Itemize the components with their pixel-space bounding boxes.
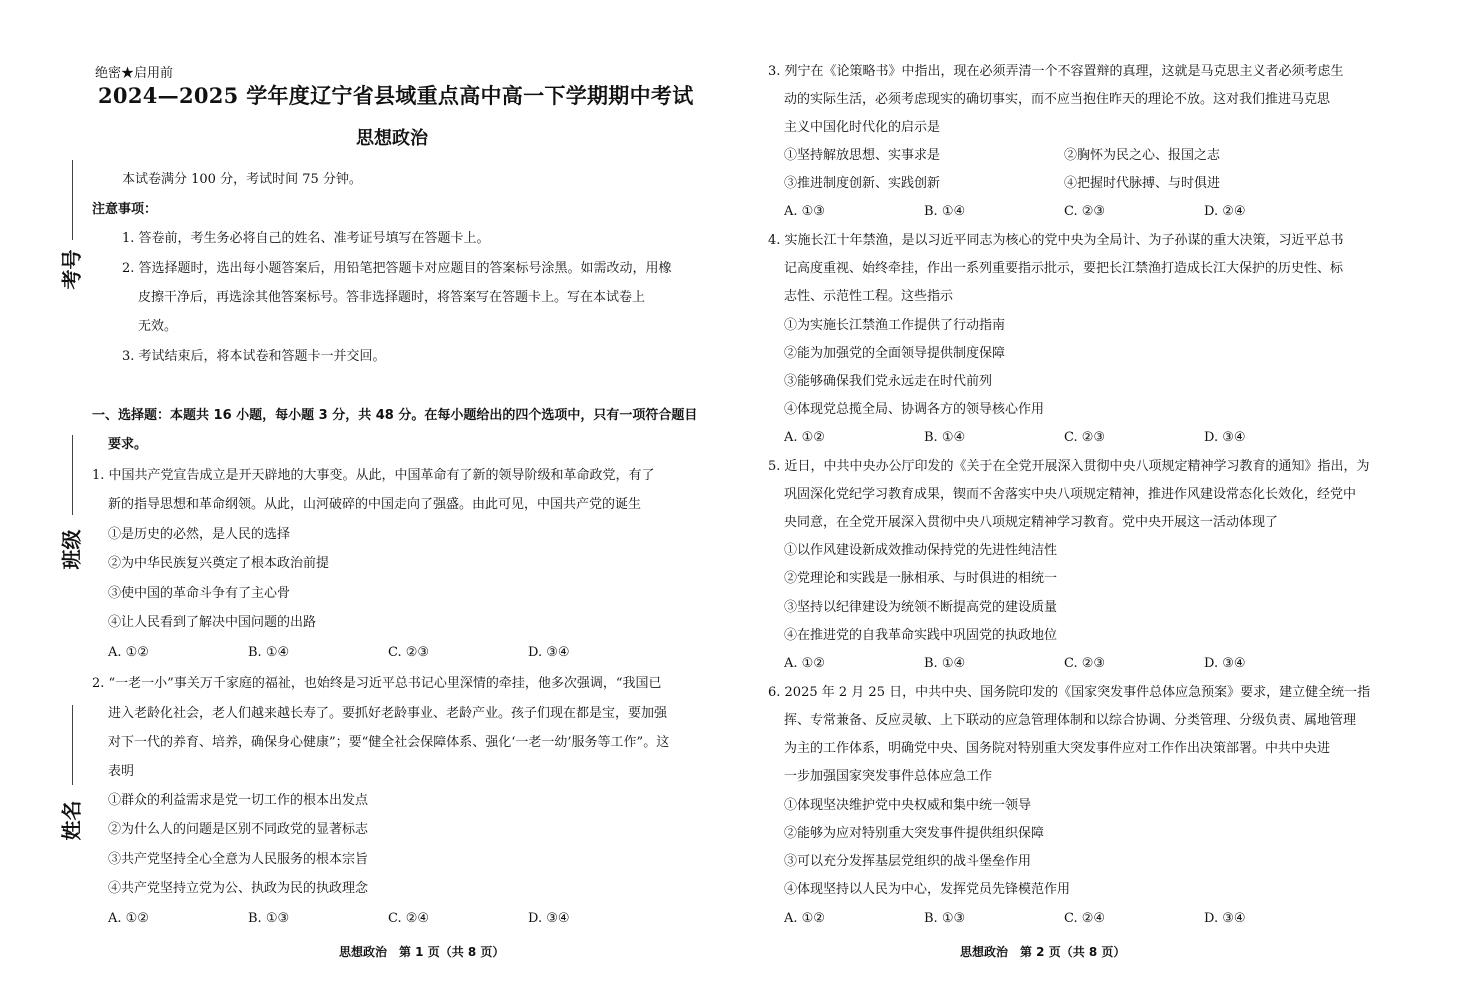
choice-c: C. ②③ bbox=[1064, 430, 1106, 445]
exam-no-line bbox=[72, 160, 73, 240]
class-label: 班级 bbox=[59, 529, 84, 570]
choice-b: B. ①④ bbox=[924, 204, 966, 219]
name-label: 姓名 bbox=[59, 800, 84, 841]
notice-item: 3. 考试结束后，将本试卷和答题卡一并交回。 bbox=[122, 349, 386, 364]
question-stem: 表明 bbox=[108, 764, 135, 779]
statement-item: ②胸怀为民之心、报国之志 bbox=[1064, 148, 1221, 163]
statement-item: ④让人民看到了解决中国问题的出路 bbox=[108, 615, 317, 630]
notice-item: 1. 答卷前，考生务必将自己的姓名、准考证号填写在答题卡上。 bbox=[122, 231, 490, 246]
question-stem: 志性、示范性工程。这些指示 bbox=[784, 289, 954, 304]
choice-d: D. ③④ bbox=[528, 911, 570, 926]
statement-item: ③能够确保我们党永远走在时代前列 bbox=[784, 374, 993, 389]
choice-c: C. ②③ bbox=[1064, 204, 1106, 219]
statement-item: ②为中华民族复兴奠定了根本政治前提 bbox=[108, 556, 330, 571]
choice-c: C. ②④ bbox=[1064, 911, 1106, 926]
choice-d: D. ②④ bbox=[1204, 204, 1246, 219]
choice-b: B. ①④ bbox=[924, 430, 966, 445]
statement-item: ②为什么人的问题是区别不同政党的显著标志 bbox=[108, 822, 369, 837]
exam-title: 2024—2025 学年度辽宁省县域重点高中高一下学期期中考试 bbox=[98, 83, 694, 108]
question-stem: 4. 实施长江十年禁渔，是以习近平同志为核心的党中央为全局计、为子孙谋的重大决策，习近平总书 bbox=[768, 233, 1344, 248]
choice-d: D. ③④ bbox=[1204, 430, 1246, 445]
statement-item: ③坚持以纪律建设为统领不断提高党的建设质量 bbox=[784, 600, 1058, 615]
question-stem: 巩固深化党纪学习教育成果，锲而不舍落实中央八项规定精神，推进作风建设常态化长效化，经党中 bbox=[784, 487, 1357, 502]
question-stem: 新的指导思想和革命纲领。从此，山河破碎的中国走向了强盛。由此可见，中国共产党的诞生 bbox=[108, 497, 642, 512]
choice-c: C. ②③ bbox=[1064, 656, 1106, 671]
choice-a: A. ①② bbox=[108, 645, 149, 660]
statement-item: ①为实施长江禁渔工作提供了行动指南 bbox=[784, 318, 1006, 333]
statement-item: ④体现党总揽全局、协调各方的领导核心作用 bbox=[784, 402, 1045, 417]
statement-item: ①体现坚决维护党中央权威和集中统一领导 bbox=[784, 798, 1032, 813]
question-stem: 进入老龄化社会，老人们越来越长寿了。要抓好老龄事业、老龄产业。孩子们现在都是宝，要加强 bbox=[108, 706, 668, 721]
choice-b: B. ①④ bbox=[248, 645, 290, 660]
question-stem: 6. 2025 年 2 月 25 日，中共中央、国务院印发的《国家突发事件总体应急预案》要求，建立健全统一指 bbox=[768, 685, 1371, 700]
question-stem: 2. “一老一小”事关万千家庭的福祉，也始终是习近平总书记心里深情的牵挂，他多次强调，“我国已 bbox=[92, 676, 662, 691]
choice-b: B. ①④ bbox=[924, 656, 966, 671]
choice-a: A. ①② bbox=[108, 911, 149, 926]
notice-heading: 注意事项： bbox=[92, 202, 158, 217]
class-line bbox=[72, 435, 73, 515]
statement-item: ④共产党坚持立党为公、执政为民的执政理念 bbox=[108, 881, 369, 896]
question-stem: 对下一代的养育、培养，确保身心健康”；要“健全社会保障体系、强化‘一老一幼’服务等工作”。这 bbox=[108, 735, 670, 750]
question-stem: 记高度重视、始终牵挂，作出一系列重要指示批示，要把长江禁渔打造成长江大保护的历史性、标 bbox=[784, 261, 1344, 276]
statement-item: ②能够为应对特别重大突发事件提供组织保障 bbox=[784, 826, 1045, 841]
statement-item: ③共产党坚持全心全意为人民服务的根本宗旨 bbox=[108, 852, 369, 867]
notice-item: 2. 答选择题时，选出每小题答案后，用铅笔把答题卡对应题目的答案标号涂黑。如需改动，用橡 bbox=[122, 261, 672, 276]
statement-item: ①是历史的必然，是人民的选择 bbox=[108, 527, 291, 542]
subject-title: 思想政治 bbox=[356, 128, 428, 149]
question-stem: 3. 列宁在《论策略书》中指出，现在必须弄清一个不容置辩的真理，这就是马克思主义者必须考虑生 bbox=[768, 64, 1344, 79]
exam-no-label: 考号 bbox=[59, 249, 84, 290]
choice-a: A. ①② bbox=[784, 430, 825, 445]
choice-a: A. ①③ bbox=[784, 204, 825, 219]
notice-item-cont: 无效。 bbox=[138, 319, 178, 334]
section-heading-cont: 要求。 bbox=[108, 437, 148, 452]
page-footer: 思想政治 第 1 页（共 8 页） bbox=[339, 945, 505, 959]
statement-item: ④把握时代脉搏、与时俱进 bbox=[1064, 176, 1221, 191]
choice-d: D. ③④ bbox=[1204, 911, 1246, 926]
section-heading: 一、选择题：本题共 16 小题，每小题 3 分，共 48 分。在每小题给出的四个选项中，只有一项符合题目 bbox=[92, 408, 698, 423]
statement-item: ①坚持解放思想、实事求是 bbox=[784, 148, 941, 163]
question-stem: 为主的工作体系，明确党中央、国务院对特别重大突发事件应对工作作出决策部署。中共中央进 bbox=[784, 741, 1331, 756]
choice-b: B. ①③ bbox=[248, 911, 290, 926]
question-stem: 动的实际生活，必须考虑现实的确切事实，而不应当抱住昨天的理论不放。这对我们推进马克思 bbox=[784, 92, 1331, 107]
choice-a: A. ①② bbox=[784, 656, 825, 671]
name-line bbox=[72, 705, 73, 785]
question-stem: 1. 中国共产党宣告成立是开天辟地的大事变。从此，中国革命有了新的领导阶级和革命政党，有了 bbox=[92, 468, 655, 483]
statement-item: ④体现坚持以人民为中心，发挥党员先锋模范作用 bbox=[784, 882, 1071, 897]
choice-b: B. ①③ bbox=[924, 911, 966, 926]
intro-text: 本试卷满分 100 分，考试时间 75 分钟。 bbox=[122, 172, 362, 187]
statement-item: ③可以充分发挥基层党组织的战斗堡垒作用 bbox=[784, 854, 1032, 869]
notice-item-cont: 皮擦干净后，再选涂其他答案标号。答非选择题时，将答案写在答题卡上。写在本试卷上 bbox=[138, 290, 646, 305]
statement-item: ④在推进党的自我革命实践中巩固党的执政地位 bbox=[784, 628, 1058, 643]
choice-a: A. ①② bbox=[784, 911, 825, 926]
choice-c: C. ②③ bbox=[388, 645, 430, 660]
statement-item: ③推进制度创新、实践创新 bbox=[784, 176, 941, 191]
choice-d: D. ③④ bbox=[528, 645, 570, 660]
statement-item: ②能为加强党的全面领导提供制度保障 bbox=[784, 346, 1006, 361]
statement-item: ③使中国的革命斗争有了主心骨 bbox=[108, 586, 291, 601]
question-stem: 5. 近日，中共中央办公厅印发的《关于在全党开展深入贯彻中央八项规定精神学习教育的通知》指出，为 bbox=[768, 459, 1370, 474]
question-stem: 主义中国化时代化的启示是 bbox=[784, 120, 941, 135]
secret-mark: 绝密★启用前 bbox=[95, 66, 174, 81]
choice-c: C. ②④ bbox=[388, 911, 430, 926]
question-stem: 挥、专常兼备、反应灵敏、上下联动的应急管理体制和以综合协调、分类管理、分级负责、属地管理 bbox=[784, 713, 1357, 728]
statement-item: ②党理论和实践是一脉相承、与时俱进的相统一 bbox=[784, 571, 1058, 586]
question-stem: 央同意，在全党开展深入贯彻中央八项规定精神学习教育。党中央开展这一活动体现了 bbox=[784, 515, 1279, 530]
statement-item: ①以作风建设新成效推动保持党的先进性纯洁性 bbox=[784, 543, 1058, 558]
choice-d: D. ③④ bbox=[1204, 656, 1246, 671]
statement-item: ①群众的利益需求是党一切工作的根本出发点 bbox=[108, 793, 369, 808]
page-footer: 思想政治 第 2 页（共 8 页） bbox=[960, 945, 1126, 959]
question-stem: 一步加强国家突发事件总体应急工作 bbox=[784, 769, 993, 784]
